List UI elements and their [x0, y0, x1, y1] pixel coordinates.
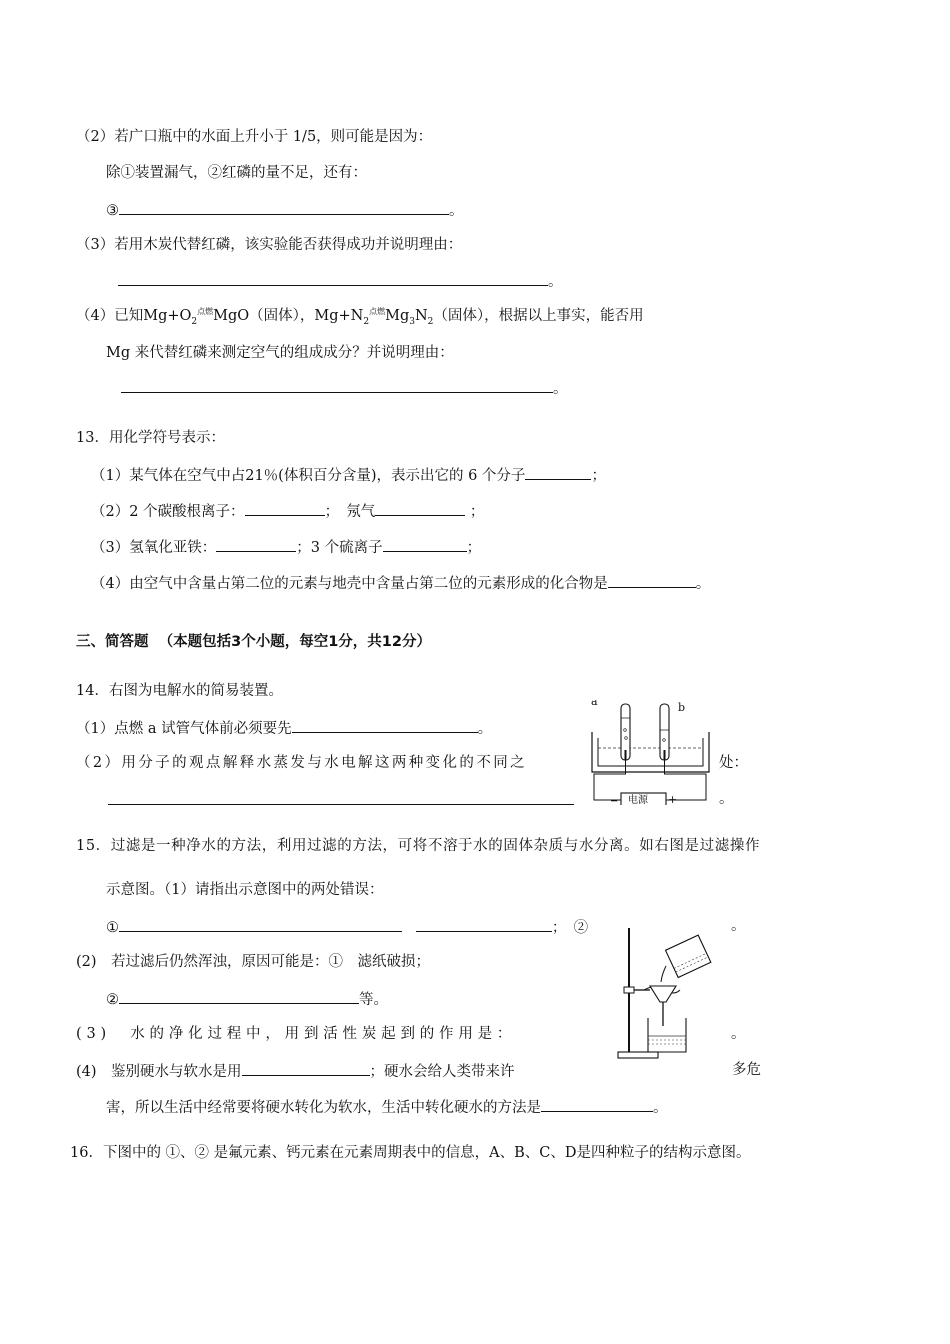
text: （固体），根据以上事实，能否用 [433, 308, 644, 324]
q13-item1 [91, 464, 606, 486]
text: （1）某气体在空气中占21％(体积百分含量)，表示出它的 6 个分子 [91, 468, 526, 484]
q13-item2 [91, 500, 484, 522]
q14-item2-end: 。 [719, 791, 734, 807]
power-supply-label: 电源 [628, 795, 648, 805]
q12-part3: （3）若用木炭代替红磷，该实验能否获得成功并说明理由： [76, 237, 463, 253]
q15-item3-end: 。 [731, 1026, 746, 1042]
subscript: 2 [427, 317, 434, 327]
tube-a-label: a [591, 700, 598, 708]
electrolysis-diagram [588, 700, 713, 805]
answer-blank[interactable] [119, 199, 449, 215]
semicolon: ； [469, 504, 485, 520]
period: 。 [553, 381, 568, 397]
q14-title: 14．右图为电解水的简易装置。 [76, 683, 283, 699]
text: N [414, 308, 428, 324]
answer-blank[interactable] [121, 377, 553, 393]
period: 。 [449, 203, 464, 219]
q13-title: 13．用化学符号表示： [76, 430, 225, 446]
q15-item3 [76, 1024, 582, 1044]
period: 。 [653, 1100, 668, 1116]
text: （2）2 个碳酸根离子： [91, 504, 245, 520]
plus-sign: + [668, 793, 678, 805]
subscript: 2 [363, 317, 370, 327]
semicolon: ； [466, 540, 482, 556]
semicolon: ； [591, 468, 606, 484]
q12-part4 [76, 306, 644, 328]
text: （4）由空气中含量占第二位的元素与地壳中含量占第二位的元素形成的化合物是 [91, 576, 608, 592]
q14-item2 [76, 753, 573, 773]
q12-part4-line2: Mg 来代替红磷来测定空气的组成成分？并说明理由： [106, 345, 454, 361]
tube-b-label: b [678, 701, 686, 714]
answer-blank[interactable] [541, 1096, 653, 1112]
answer-blank[interactable] [525, 464, 591, 480]
text: （4）已知Mg+O [76, 308, 192, 324]
text: （2）用分子的观点解释水蒸发与水电解这两种变化的不同之 [76, 755, 528, 771]
q15-item2: (2) 若过滤后仍然浑浊，原因可能是：① 滤纸破损； [76, 954, 431, 970]
circled-1: ① [106, 920, 119, 936]
reaction-condition: 点燃 [369, 307, 386, 316]
section-heading [76, 632, 431, 652]
q15-item1-end: 。 [731, 918, 746, 934]
answer-blank[interactable] [216, 536, 296, 552]
text: (3) 水的净化过程中，用到活性炭起到的作用是： [76, 1026, 517, 1042]
q12-part2-reasons: 除①装置漏气，②红磷的量不足，还有： [106, 165, 367, 181]
answer-blank[interactable] [108, 789, 574, 805]
answer-blank[interactable] [375, 500, 465, 516]
q15-line2: 示意图。（1）请指出示意图中的两处错误： [106, 882, 384, 898]
text: 等。 [359, 992, 388, 1008]
q16-text: 16．下图中的 ①、② 是氟元素、钙元素在元素周期表中的信息，A、B、C、D是四种粒子的结构示意图。 [70, 1145, 751, 1161]
period: 。 [695, 576, 711, 592]
text: Mg [385, 308, 410, 324]
minus-sign: − [610, 796, 619, 805]
filtration-diagram [614, 924, 720, 1064]
q12-part2-answer [106, 199, 464, 221]
text: MgO（固体），Mg+N [213, 308, 364, 324]
answer-blank[interactable] [416, 916, 552, 932]
q15-item4-tail: 多危 [732, 1062, 761, 1078]
text: （1）点燃 a 试管气体前必须要先 [76, 721, 292, 737]
answer-blank[interactable] [119, 988, 359, 1004]
text: ； 氖气 [324, 504, 376, 520]
circled-3: ③ [106, 203, 119, 219]
section-note: （本题包括3个小题，每空1分，共12分） [158, 634, 431, 650]
subscript: 2 [191, 317, 198, 327]
text: ；3 个硫离子 [296, 540, 383, 556]
q13-item4 [91, 572, 710, 594]
reaction-condition: 点燃 [197, 307, 214, 316]
electrolysis-apparatus-figure [588, 700, 713, 805]
q14-item1 [76, 717, 492, 739]
q12-part3-answer [118, 270, 563, 292]
text: ；硬水会给人类带来许 [369, 1064, 515, 1080]
q15-line1: 15．过滤是一种净水的方法，利用过滤的方法，可将不溶于水的固体杂质与水分离。如右图是过滤操作 [76, 838, 761, 854]
q15-item1 [106, 916, 588, 938]
subscript: 3 [409, 317, 415, 327]
q12-part2: （2）若广口瓶中的水面上升小于 1/5，则可能是因为： [76, 129, 433, 145]
answer-blank[interactable] [383, 536, 467, 552]
section-label: 三、简答题 [76, 634, 149, 650]
q15-item2b [106, 988, 388, 1010]
q14-item2-answer [108, 789, 574, 811]
circled-2: ② [106, 992, 119, 1008]
answer-blank[interactable] [245, 500, 325, 516]
period: 。 [548, 274, 563, 290]
filtration-apparatus-figure [614, 924, 720, 1064]
period: 。 [477, 721, 493, 737]
text: （3）氢氧化亚铁： [91, 540, 217, 556]
q14-item2-tail: 处： [719, 755, 748, 771]
q12-part4-answer [121, 377, 568, 399]
answer-blank[interactable] [608, 572, 696, 588]
text: 害，所以生活中经常要将硬水转化为软水，生活中转化硬水的方法是 [106, 1100, 541, 1116]
text: ； ② [551, 920, 589, 936]
text: (4) 鉴别硬水与软水是用 [76, 1064, 242, 1080]
answer-blank[interactable] [292, 717, 478, 733]
answer-blank[interactable] [242, 1060, 370, 1076]
q15-item4-line2 [106, 1096, 668, 1118]
q13-item3 [91, 536, 481, 558]
answer-blank[interactable] [118, 270, 548, 286]
q15-item4 [76, 1060, 515, 1082]
answer-blank[interactable] [119, 916, 402, 932]
